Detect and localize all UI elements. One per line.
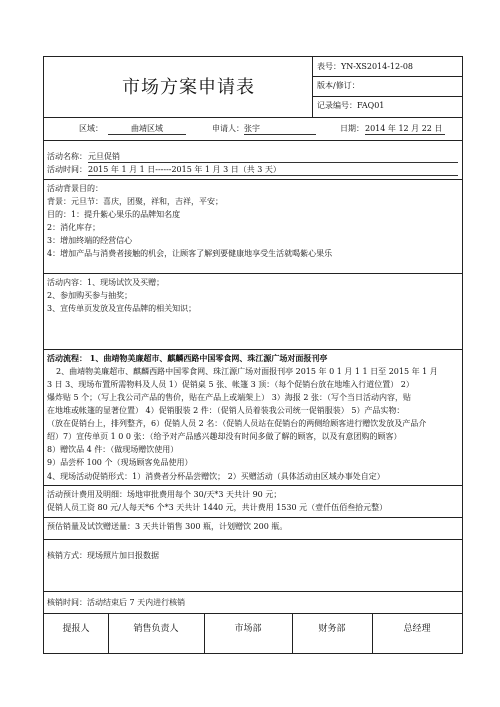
form-title: 市场方案申请表 bbox=[122, 77, 255, 98]
date-label: 日期： bbox=[340, 124, 364, 133]
content-line: 活动内容：1、现场试饮及买赠； bbox=[47, 278, 165, 287]
signature-divider bbox=[292, 613, 293, 653]
record-number: 记录编号：FAQ01 bbox=[317, 101, 385, 110]
background-line: 4：增加产品与消费者接触的机会，让顾客了解到要健康地享受生活就喝紫心果乐 bbox=[47, 249, 333, 258]
region-label: 区域： bbox=[79, 124, 103, 133]
application-form bbox=[43, 56, 463, 654]
signature-divider bbox=[204, 613, 205, 653]
signature-submitter: 提报人 bbox=[62, 624, 90, 634]
process-line: （放在促销台上，排列整齐，6）促销人员 2 名：（促销人员站在促销台的两侧给顾客进行赠饮发放及产品介 bbox=[47, 419, 427, 428]
signature-divider bbox=[372, 613, 373, 653]
background-line: 背景：元旦节：喜庆，团聚，祥和，吉祥，平安； bbox=[47, 197, 223, 206]
activity-name-value: 元旦促销 bbox=[88, 151, 458, 163]
process-line: 爆炸贴 5 个；（写上我公司产品的售价，贴在产品上或端架上） 3）海报 2 张：（写个当日活动内容，贴 bbox=[47, 393, 411, 402]
signature-divider bbox=[108, 613, 109, 653]
content-line: 2、参加购买参与抽奖； bbox=[47, 291, 133, 300]
header-divider bbox=[312, 57, 313, 117]
activity-name-label: 活动名称： bbox=[47, 152, 87, 161]
process-line: 8）赠饮品 4 件：（做现场赠饮使用） bbox=[47, 445, 179, 454]
budget-line: 促销人员工资 80 元/人每天*6 个*3 天共计 1440 元，共计费用 1530 元（壹仟伍佰叁拾元整） bbox=[47, 503, 388, 512]
row-divider bbox=[44, 591, 462, 592]
header-rule bbox=[312, 76, 462, 77]
row-divider bbox=[44, 539, 462, 540]
row-divider bbox=[44, 273, 462, 274]
header-rule bbox=[312, 96, 462, 97]
applicant-label: 申请人： bbox=[212, 124, 244, 133]
process-line: 2、曲靖物美廉超市、麒麟西路中国零食网、珠江源广场对面报刊亭 2015 年 0 1 月 1 1 日至 2015 年 1 月 bbox=[56, 367, 438, 376]
activity-time-value: 2015 年 1 月 1 日------2015 年 1 月 3 日（共 3 天） bbox=[88, 164, 458, 176]
verify-method-text: 核销方式：现场照片加日报数据 bbox=[47, 551, 159, 560]
process-line: 9）品尝杯 100 个（现场顾客免品使用） bbox=[47, 458, 193, 467]
forecast-text: 预估销量及试饮赠送量：3 天共计销售 300 瓶，计划赠饮 200 瓶。 bbox=[47, 522, 288, 531]
activity-time-label: 活动时间： bbox=[47, 165, 87, 174]
background-line: 2：消化库存； bbox=[47, 223, 101, 232]
process-line: 在地堆或帐篷的显著位置） 4）促销服装 2 件：（促销人员着装我公司统一促销服装） 5）产品实物： bbox=[47, 406, 405, 415]
row-divider bbox=[44, 485, 462, 486]
applicant-value: 张宇 bbox=[244, 123, 316, 135]
row-divider bbox=[44, 179, 462, 180]
date-value: 2014 年 12 月 22 日 bbox=[365, 123, 445, 135]
process-line: 4、现场活动促销形式：1）消费者分杯品尝赠饮； 2）买赠活动（具体活动由区域办事处自定） bbox=[47, 472, 385, 481]
background-line: 3：增加终端的经营信心 bbox=[47, 236, 133, 245]
signature-marketing: 市场部 bbox=[234, 624, 262, 634]
signature-general-manager: 总经理 bbox=[403, 624, 431, 634]
row-divider bbox=[44, 117, 462, 118]
content-line: 3、宣传单页发放及宣传品牌的相关知识； bbox=[47, 304, 197, 313]
signature-finance: 财务部 bbox=[318, 624, 346, 634]
signature-row bbox=[44, 617, 462, 641]
process-line: 活动流程： 1、曲靖物美廉超市、麒麟西路中国零食网、珠江源广场对面报刊亭 bbox=[47, 353, 328, 363]
signature-sales-manager: 销售负责人 bbox=[133, 624, 179, 634]
form-number: 表号：YN-XS2014-12-08 bbox=[317, 62, 413, 71]
row-divider bbox=[44, 140, 462, 141]
row-divider bbox=[44, 613, 462, 614]
row-divider bbox=[44, 517, 462, 518]
verify-time-text: 核销时间：活动结束后 7 天内进行核销 bbox=[47, 598, 186, 607]
background-line: 目的：1：提升紫心果乐的品牌知名度 bbox=[47, 210, 181, 219]
background-line: 活动背景目的： bbox=[47, 184, 103, 193]
budget-line: 活动预计费用及明细：场地审批费用每个 30/天*3 天共计 90 元； bbox=[47, 490, 282, 499]
version-label: 版本/修订： bbox=[317, 81, 360, 90]
row-divider bbox=[44, 349, 462, 350]
process-line: 绍）7）宣传单页 1 0 0 张：（给予对产品感兴趣却没有时间多做了解的顾客，以及有意团购的顾客） bbox=[47, 432, 402, 441]
region-value: 曲靖区域 bbox=[108, 123, 186, 135]
process-line: 3 日 3、现场布置所需物料及人员 1）促销桌 5 张、帐篷 3 顶：（每个促销台放在地堆入行道位置） 2） bbox=[47, 380, 414, 389]
